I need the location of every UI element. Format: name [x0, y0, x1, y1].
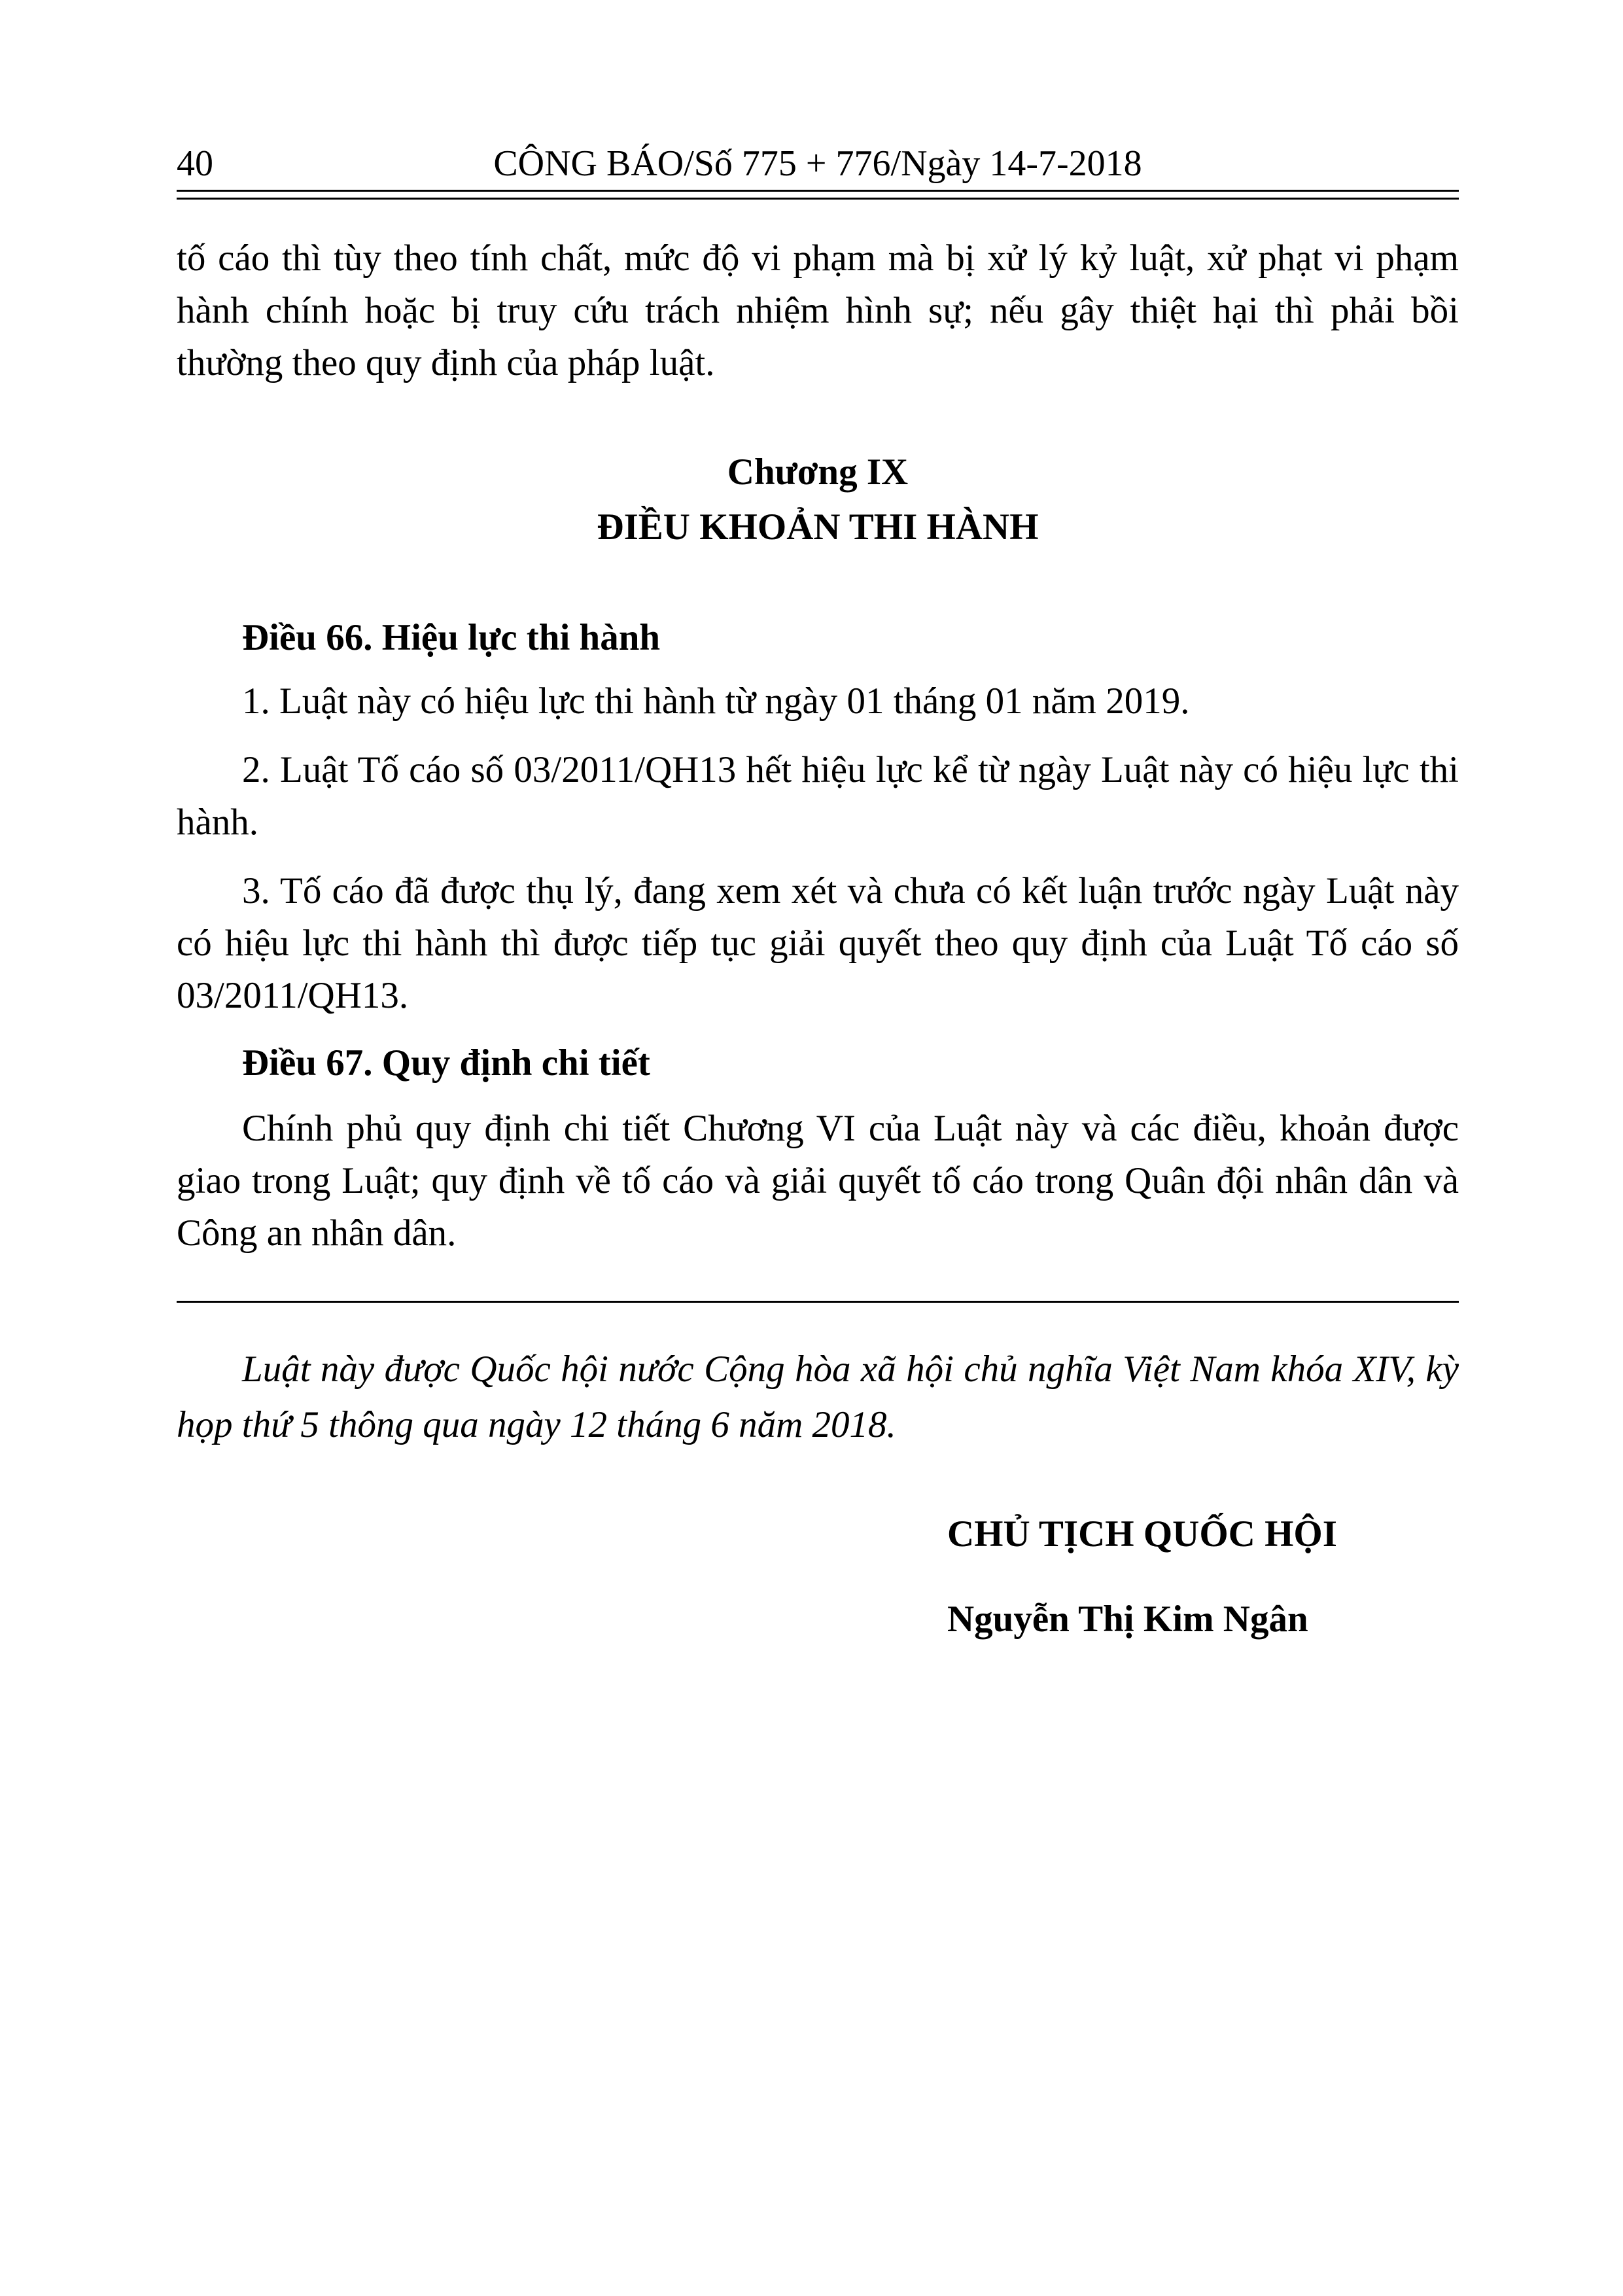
- article-66-clause-3: [177, 865, 1459, 1022]
- continuation-text: tố cáo thì tùy theo tính chất, mức độ vi phạm mà bị xử lý kỷ luật, xử phạt vi phạm hành chính hoặc bị truy cứu trách nhiệm hình sự; nếu gây thiệt hại thì phải bồi thường theo quy định của pháp luật.: [177, 238, 1459, 383]
- chapter-title: ĐIỀU KHOẢN THI HÀNH: [597, 506, 1039, 548]
- closing-divider: [177, 1301, 1459, 1303]
- adoption-note: [177, 1341, 1459, 1453]
- signatory-name: Nguyễn Thị Kim Ngân: [947, 1598, 1308, 1640]
- page-number: 40: [177, 143, 213, 184]
- article-67-paragraph: Chính phủ quy định chi tiết Chương VI của Luật này và các điều, khoản được giao trong Luật; quy định về tố cáo và giải quyết tố cáo trong Quân đội nhân dân và Công an nhân dân.: [177, 1108, 1459, 1254]
- chapter-number: Chương IX: [727, 451, 909, 493]
- header-divider-top: [177, 190, 1459, 192]
- clause-text: 3. Tố cáo đã được thụ lý, đang xem xét và chưa có kết luận trước ngày Luật này có hiệu lực thi hành thì được tiếp tục giải quyết theo quy định của Luật Tố cáo số 03/2011/QH13.: [177, 870, 1459, 1016]
- gazette-header-title: CÔNG BÁO/Số 775 + 776/Ngày 14-7-2018: [493, 143, 1142, 184]
- article-66-heading: Điều 66. Hiệu lực thi hành: [242, 617, 661, 658]
- clause-text: 1. Luật này có hiệu lực thi hành từ ngày 01 tháng 01 năm 2019.: [242, 680, 1190, 722]
- article-66-clause-2: [177, 744, 1459, 849]
- article-67-text: [177, 1103, 1459, 1260]
- clause-text: 2. Luật Tố cáo số 03/2011/QH13 hết hiệu lực kể từ ngày Luật này có hiệu lực thi hành.: [177, 749, 1459, 843]
- article-67-heading: Điều 67. Quy định chi tiết: [242, 1042, 650, 1084]
- continuation-paragraph: [177, 232, 1459, 389]
- header-divider-bottom: [177, 198, 1459, 200]
- article-66-clause-1: [177, 675, 1459, 728]
- page-header: [177, 131, 1459, 183]
- adoption-note-text: Luật này được Quốc hội nước Cộng hòa xã hội chủ nghĩa Việt Nam khóa XIV, kỳ họp thứ 5 thông qua ngày 12 tháng 6 năm 2018.: [177, 1349, 1459, 1445]
- signatory-position: CHỦ TỊCH QUỐC HỘI: [947, 1513, 1337, 1555]
